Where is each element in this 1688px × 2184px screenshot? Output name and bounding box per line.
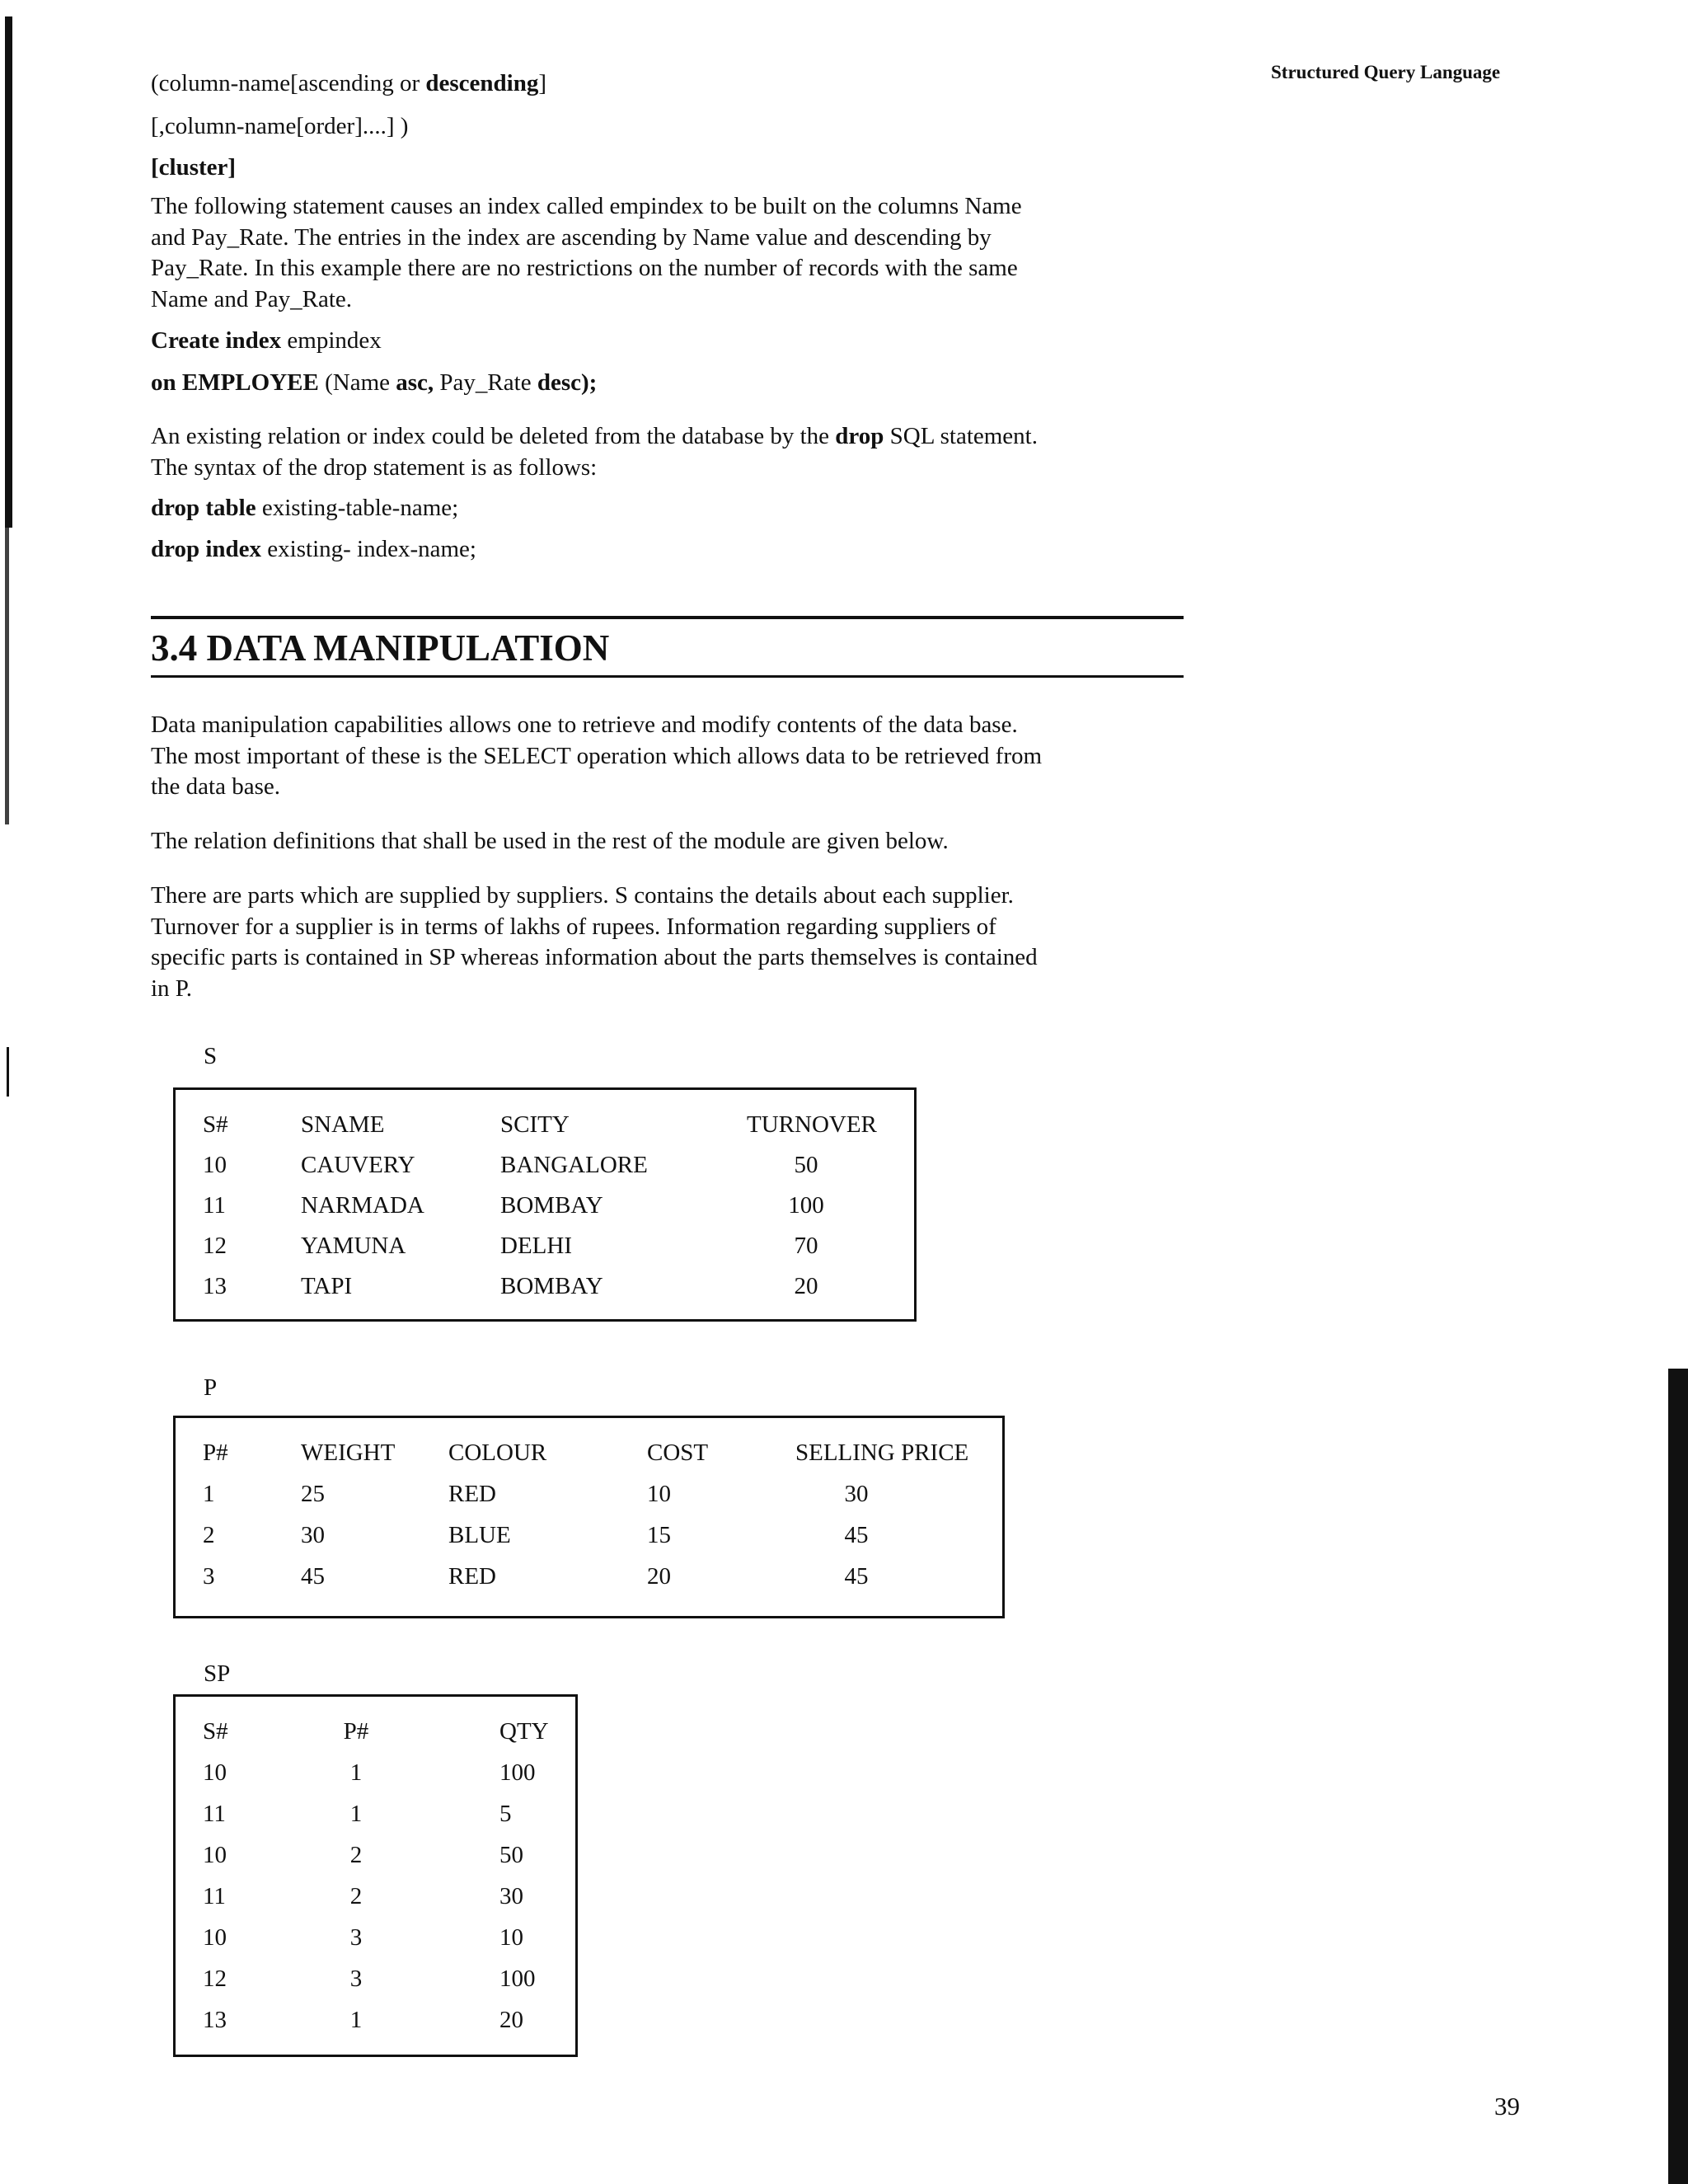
table-cell: 20 (647, 1563, 671, 1590)
table-cell: 11 (203, 1801, 226, 1827)
code-keyword: Create index (151, 327, 282, 354)
table-cell: 100 (788, 1192, 824, 1219)
table-cell: 13 (203, 2007, 227, 2033)
syntax-line-3 (151, 153, 236, 182)
paragraph-drop (151, 421, 1189, 483)
table-cell: 13 (203, 1273, 227, 1299)
table-header-cell: SELLING PRICE (795, 1440, 969, 1466)
table-cell: TAPI (301, 1273, 353, 1299)
table-header-cell: SNAME (301, 1111, 385, 1138)
table-cell: 10 (203, 1842, 227, 1868)
table-cell: 1 (349, 1759, 363, 1786)
table-p-caption: P (204, 1374, 218, 1401)
paragraph-line: Pay_Rate. In this example there are no restrictions on the number of records with the same (151, 255, 1018, 281)
table-cell: 12 (203, 1233, 227, 1259)
table-p (173, 1416, 1005, 1618)
table-cell: 11 (203, 1883, 226, 1909)
table-cell: 10 (499, 1924, 523, 1951)
code-text: existing- index-name; (261, 536, 476, 562)
table-cell: RED (448, 1481, 496, 1507)
table-cell: RED (448, 1563, 496, 1590)
table-header-cell: TURNOVER (747, 1111, 877, 1138)
table-cell: 3 (349, 1924, 363, 1951)
table-header-cell: S# (203, 1718, 228, 1745)
code-on-employee (151, 368, 597, 397)
scan-edge-right (1668, 1369, 1688, 2184)
table-cell: 3 (349, 1966, 363, 1992)
cluster-keyword: [cluster] (151, 154, 237, 181)
code-text: Pay_Rate (434, 369, 537, 396)
section-rule-top (151, 616, 1184, 619)
code-text: empindex (281, 327, 382, 354)
table-sp-caption: SP (204, 1660, 231, 1687)
table-cell: 1 (349, 1801, 363, 1827)
table-cell: YAMUNA (301, 1233, 406, 1259)
table-cell: 15 (647, 1522, 671, 1548)
page-number: 39 (1494, 2092, 1520, 2121)
table-cell: 100 (499, 1759, 536, 1786)
table-cell: 2 (349, 1883, 363, 1909)
table-header-cell: S# (203, 1111, 228, 1138)
syntax-line-1-text: (column-name[ascending or (151, 70, 426, 96)
paragraph-line: the data base. (151, 773, 281, 800)
syntax-line-1-bold: descending (425, 70, 539, 96)
table-cell: 25 (301, 1481, 325, 1507)
table-cell: 30 (844, 1481, 869, 1507)
table-cell: BOMBAY (500, 1273, 603, 1299)
table-cell: DELHI (500, 1233, 572, 1259)
table-cell: 5 (499, 1801, 512, 1827)
syntax-line-2: [,column-name[order]....] ) (151, 113, 409, 139)
table-cell: 45 (844, 1563, 869, 1590)
code-create-index (151, 326, 382, 355)
table-cell: BLUE (448, 1522, 511, 1548)
table-cell: 1 (203, 1481, 215, 1507)
table-cell: 45 (844, 1522, 869, 1548)
paragraph-line: Data manipulation capabilities allows one to retrieve and modify contents of the data base. (151, 712, 1018, 738)
table-cell: 10 (203, 1924, 227, 1951)
table-cell: CAUVERY (301, 1152, 415, 1178)
table-cell: 10 (203, 1759, 227, 1786)
paragraph-line: The syntax of the drop statement is as follows: (151, 453, 598, 481)
paragraph-line: The following statement causes an index called empindex to be built on the columns Name (151, 193, 1022, 219)
table-cell: 20 (499, 2007, 523, 2033)
table-header-cell: P# (203, 1440, 228, 1466)
table-s-caption: S (204, 1043, 218, 1069)
paragraph-line: There are parts which are supplied by suppliers. S contains the details about each supplier. (151, 882, 1014, 909)
scan-edge-left-lower (5, 528, 9, 824)
paragraph-line: The most important of these is the SELECT operation which allows data to be retrieved from (151, 742, 1043, 769)
table-cell: 11 (203, 1192, 226, 1219)
table-cell: 100 (499, 1966, 536, 1992)
running-head: Structured Query Language (1271, 62, 1501, 82)
code-drop-index (151, 534, 476, 564)
table-cell: 30 (301, 1522, 325, 1548)
table-cell: 50 (499, 1842, 523, 1868)
table-cell: 30 (499, 1883, 523, 1909)
paragraph-text: An existing relation or index could be deleted from the database by the (151, 423, 836, 449)
table-cell: 20 (794, 1273, 818, 1299)
table-cell: 45 (301, 1563, 325, 1590)
table-cell: 10 (647, 1481, 671, 1507)
paragraph-index-example (151, 191, 1189, 315)
table-cell: BANGALORE (500, 1152, 648, 1178)
scan-edge-left (5, 16, 12, 528)
table-cell: 3 (203, 1563, 215, 1590)
scan-mark-left (7, 1047, 9, 1097)
code-keyword: drop table (151, 495, 256, 521)
table-cell: 50 (794, 1152, 818, 1178)
table-cell: 10 (203, 1152, 227, 1178)
code-keyword: drop index (151, 536, 262, 562)
code-keyword: on EMPLOYEE (151, 369, 319, 396)
table-s (173, 1087, 917, 1322)
code-keyword: asc, (396, 369, 434, 396)
code-text: existing-table-name; (256, 495, 459, 521)
table-cell: BOMBAY (500, 1192, 603, 1219)
paragraph-parts (151, 881, 1189, 1004)
table-cell: NARMADA (301, 1192, 424, 1219)
table-header-cell: QTY (499, 1718, 549, 1745)
table-cell: 2 (349, 1842, 363, 1868)
table-header-cell: SCITY (500, 1111, 570, 1138)
paragraph-line: specific parts is contained in SP whereas information about the parts themselves is contained (151, 944, 1038, 970)
paragraph-line (151, 421, 1189, 453)
paragraph-line: Turnover for a supplier is in terms of lakhs of rupees. Information regarding suppliers of (151, 913, 996, 940)
table-cell: 1 (349, 2007, 363, 2033)
table-header-cell: COST (647, 1440, 709, 1466)
paragraph-data-manipulation (151, 710, 1189, 803)
table-cell: 12 (203, 1966, 227, 1992)
table-cell: 70 (794, 1233, 818, 1259)
syntax-line-1 (151, 68, 546, 98)
paragraph-relation-definitions: The relation definitions that shall be used in the rest of the module are given below. (151, 828, 949, 854)
table-header-cell: COLOUR (448, 1440, 547, 1466)
table-cell: 2 (203, 1522, 215, 1548)
code-keyword: desc); (537, 369, 598, 396)
paragraph-line: and Pay_Rate. The entries in the index are ascending by Name value and descending by (151, 223, 992, 251)
table-header-cell: P# (343, 1718, 369, 1745)
paragraph-line: Name and Pay_Rate. (151, 285, 353, 312)
syntax-line-1-end: ] (538, 70, 547, 96)
section-heading: 3.4 DATA MANIPULATION (151, 627, 610, 669)
drop-keyword: drop (835, 423, 884, 449)
table-header-cell: WEIGHT (301, 1440, 396, 1466)
table-sp (173, 1694, 578, 2057)
paragraph-line: in P. (151, 975, 192, 1002)
code-text: (Name (318, 369, 396, 396)
code-drop-table (151, 493, 458, 523)
paragraph-text: SQL statement. (884, 423, 1038, 449)
section-rule-bottom (151, 675, 1184, 678)
